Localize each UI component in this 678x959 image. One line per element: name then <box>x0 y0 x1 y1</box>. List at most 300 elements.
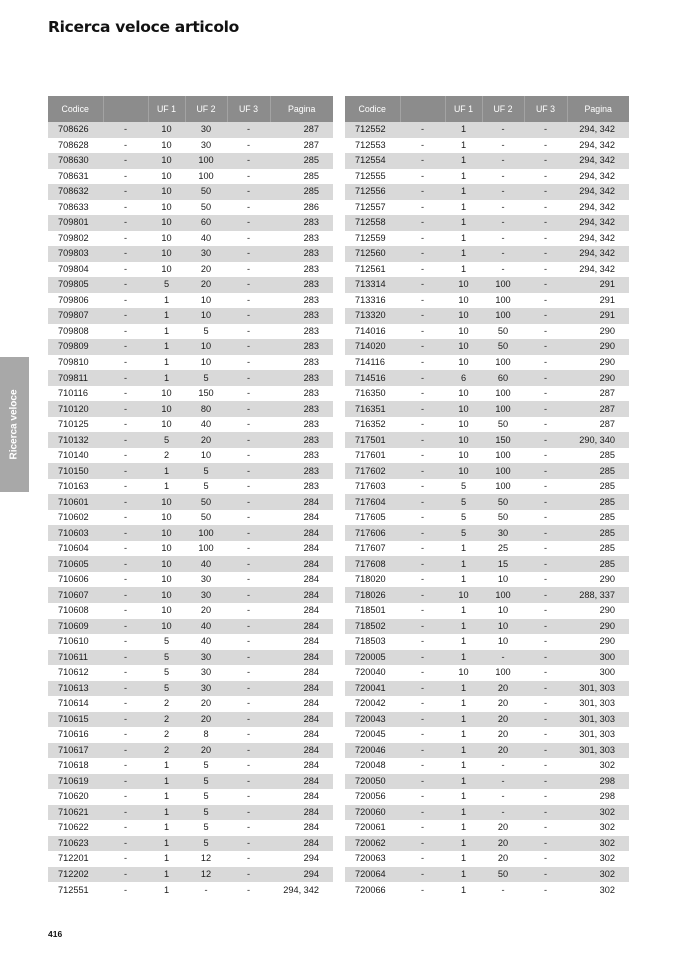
cell-uf3: - <box>227 308 270 324</box>
cell-uf2: - <box>482 153 524 169</box>
cell-uf3: - <box>524 789 567 805</box>
cell-uf3: - <box>524 619 567 635</box>
cell-uf2: 50 <box>482 339 524 355</box>
cell-pagina: 290 <box>567 339 629 355</box>
table-row <box>345 619 629 635</box>
cell-pagina: 301, 303 <box>567 743 629 759</box>
cell-uf3: - <box>524 603 567 619</box>
table-row <box>48 851 333 867</box>
cell-uf3: - <box>524 727 567 743</box>
cell-uf3: - <box>227 324 270 340</box>
cell-pagina: 284 <box>270 587 333 603</box>
cell-uf2: 5 <box>185 758 227 774</box>
cell-codice: 710132 <box>48 432 103 448</box>
cell-uf1: 1 <box>445 789 482 805</box>
cell-uf1: 10 <box>148 169 185 185</box>
cell-uf2: 100 <box>482 293 524 309</box>
cell-codice: 712555 <box>345 169 400 185</box>
cell-uf2: - <box>482 169 524 185</box>
cell-blank: - <box>400 122 445 138</box>
cell-uf3: - <box>227 494 270 510</box>
cell-uf2: 10 <box>185 339 227 355</box>
cell-uf3: - <box>524 867 567 883</box>
cell-blank: - <box>400 820 445 836</box>
cell-uf3: - <box>227 774 270 790</box>
header-pagina: Pagina <box>567 96 629 122</box>
cell-blank: - <box>103 293 148 309</box>
cell-uf1: 1 <box>445 681 482 697</box>
cell-blank: - <box>400 650 445 666</box>
cell-codice: 710613 <box>48 681 103 697</box>
cell-uf1: 2 <box>148 727 185 743</box>
cell-uf3: - <box>227 882 270 898</box>
table-row <box>345 448 629 464</box>
cell-uf3: - <box>524 417 567 433</box>
cell-codice: 714116 <box>345 355 400 371</box>
table-row <box>345 231 629 247</box>
cell-uf3: - <box>227 556 270 572</box>
cell-pagina: 294, 342 <box>567 262 629 278</box>
table-row <box>48 867 333 883</box>
cell-uf2: 40 <box>185 619 227 635</box>
table-row <box>345 851 629 867</box>
cell-uf1: 10 <box>148 262 185 278</box>
table-row <box>48 619 333 635</box>
cell-uf1: 5 <box>148 681 185 697</box>
cell-uf1: 1 <box>445 138 482 154</box>
cell-uf2: 30 <box>185 665 227 681</box>
cell-codice: 710622 <box>48 820 103 836</box>
cell-pagina: 283 <box>270 231 333 247</box>
cell-uf2: 100 <box>482 401 524 417</box>
cell-blank: - <box>103 138 148 154</box>
cell-pagina: 294, 342 <box>567 169 629 185</box>
cell-uf1: 5 <box>445 479 482 495</box>
cell-codice: 710619 <box>48 774 103 790</box>
cell-pagina: 285 <box>567 525 629 541</box>
cell-uf2: 5 <box>185 820 227 836</box>
cell-uf3: - <box>227 789 270 805</box>
cell-blank: - <box>103 774 148 790</box>
cell-uf2: 20 <box>482 727 524 743</box>
cell-uf3: - <box>524 184 567 200</box>
cell-pagina: 290 <box>567 324 629 340</box>
cell-uf1: 1 <box>148 355 185 371</box>
cell-uf1: 1 <box>445 184 482 200</box>
cell-blank: - <box>103 525 148 541</box>
cell-codice: 710140 <box>48 448 103 464</box>
table-row <box>345 262 629 278</box>
cell-uf1: 10 <box>445 587 482 603</box>
cell-blank: - <box>103 541 148 557</box>
cell-uf1: 10 <box>445 293 482 309</box>
cell-uf1: 10 <box>148 184 185 200</box>
cell-uf2: 100 <box>482 308 524 324</box>
cell-codice: 718502 <box>345 619 400 635</box>
cell-uf2: 40 <box>185 556 227 572</box>
cell-codice: 710603 <box>48 525 103 541</box>
cell-blank: - <box>103 479 148 495</box>
cell-uf2: 30 <box>185 138 227 154</box>
cell-blank: - <box>400 696 445 712</box>
cell-blank: - <box>400 681 445 697</box>
cell-uf1: 5 <box>445 510 482 526</box>
cell-uf1: 5 <box>148 432 185 448</box>
cell-uf2: 10 <box>185 293 227 309</box>
cell-pagina: 285 <box>270 153 333 169</box>
table-row <box>345 324 629 340</box>
cell-pagina: 302 <box>567 805 629 821</box>
cell-codice: 713314 <box>345 277 400 293</box>
cell-uf1: 10 <box>445 401 482 417</box>
cell-pagina: 286 <box>270 200 333 216</box>
cell-blank: - <box>103 681 148 697</box>
cell-uf1: 10 <box>445 386 482 402</box>
table-row <box>345 867 629 883</box>
cell-uf1: 1 <box>445 215 482 231</box>
cell-uf3: - <box>524 758 567 774</box>
cell-blank: - <box>400 184 445 200</box>
cell-uf1: 10 <box>148 603 185 619</box>
cell-blank: - <box>103 619 148 635</box>
cell-codice: 710609 <box>48 619 103 635</box>
cell-codice: 717601 <box>345 448 400 464</box>
cell-blank: - <box>400 603 445 619</box>
cell-uf2: 15 <box>482 556 524 572</box>
cell-uf1: 1 <box>148 774 185 790</box>
cell-uf3: - <box>227 262 270 278</box>
cell-uf2: - <box>482 882 524 898</box>
table-row <box>345 184 629 200</box>
cell-pagina: 294, 342 <box>567 200 629 216</box>
cell-uf2: - <box>482 200 524 216</box>
cell-pagina: 291 <box>567 277 629 293</box>
cell-uf1: 1 <box>148 308 185 324</box>
cell-uf2: 30 <box>185 587 227 603</box>
cell-blank: - <box>400 153 445 169</box>
cell-uf2: 20 <box>482 712 524 728</box>
cell-codice: 708631 <box>48 169 103 185</box>
cell-uf1: 1 <box>148 867 185 883</box>
table-row <box>48 758 333 774</box>
cell-codice: 717602 <box>345 463 400 479</box>
table-row <box>345 712 629 728</box>
table-row <box>48 355 333 371</box>
cell-pagina: 301, 303 <box>567 727 629 743</box>
cell-uf2: 100 <box>482 386 524 402</box>
cell-uf1: 5 <box>148 650 185 666</box>
cell-codice: 720048 <box>345 758 400 774</box>
cell-uf3: - <box>524 153 567 169</box>
cell-blank: - <box>103 587 148 603</box>
cell-codice: 709808 <box>48 324 103 340</box>
cell-codice: 720040 <box>345 665 400 681</box>
cell-codice: 710606 <box>48 572 103 588</box>
table-row <box>48 370 333 386</box>
cell-uf3: - <box>227 184 270 200</box>
cell-uf1: 1 <box>148 882 185 898</box>
cell-uf1: 1 <box>445 805 482 821</box>
header-codice: Codice <box>48 96 103 122</box>
cell-codice: 720064 <box>345 867 400 883</box>
cell-uf3: - <box>524 401 567 417</box>
table-row <box>345 370 629 386</box>
cell-pagina: 284 <box>270 619 333 635</box>
cell-codice: 713316 <box>345 293 400 309</box>
cell-codice: 714516 <box>345 370 400 386</box>
cell-uf3: - <box>524 432 567 448</box>
cell-uf3: - <box>227 169 270 185</box>
cell-uf2: 50 <box>185 510 227 526</box>
cell-codice: 712553 <box>345 138 400 154</box>
table-row <box>345 200 629 216</box>
cell-pagina: 285 <box>567 556 629 572</box>
cell-pagina: 294, 342 <box>567 246 629 262</box>
cell-blank: - <box>400 789 445 805</box>
cell-codice: 710611 <box>48 650 103 666</box>
cell-uf1: 1 <box>148 293 185 309</box>
table-row <box>345 743 629 759</box>
cell-uf1: 1 <box>148 479 185 495</box>
cell-codice: 709806 <box>48 293 103 309</box>
cell-pagina: 288, 337 <box>567 587 629 603</box>
cell-pagina: 285 <box>567 494 629 510</box>
cell-uf2: 100 <box>482 277 524 293</box>
cell-uf1: 1 <box>445 200 482 216</box>
cell-pagina: 283 <box>270 355 333 371</box>
cell-codice: 710621 <box>48 805 103 821</box>
cell-uf1: 1 <box>148 324 185 340</box>
cell-uf2: 20 <box>482 681 524 697</box>
table-row <box>48 401 333 417</box>
cell-uf2: 50 <box>185 494 227 510</box>
cell-uf3: - <box>524 479 567 495</box>
cell-uf3: - <box>227 122 270 138</box>
cell-codice: 710605 <box>48 556 103 572</box>
cell-uf2: 20 <box>482 820 524 836</box>
cell-pagina: 294, 342 <box>567 153 629 169</box>
cell-uf3: - <box>524 339 567 355</box>
table-row <box>345 634 629 650</box>
cell-uf1: 2 <box>148 696 185 712</box>
cell-uf3: - <box>227 401 270 417</box>
cell-uf1: 1 <box>445 650 482 666</box>
cell-pagina: 284 <box>270 603 333 619</box>
cell-uf3: - <box>524 215 567 231</box>
cell-uf1: 1 <box>445 634 482 650</box>
cell-codice: 709807 <box>48 308 103 324</box>
cell-uf1: 10 <box>148 510 185 526</box>
cell-uf2: 20 <box>482 743 524 759</box>
table-row <box>345 479 629 495</box>
cell-codice: 710601 <box>48 494 103 510</box>
cell-uf3: - <box>227 619 270 635</box>
cell-pagina: 284 <box>270 727 333 743</box>
cell-uf2: - <box>482 246 524 262</box>
table-row <box>48 587 333 603</box>
cell-codice: 720043 <box>345 712 400 728</box>
cell-uf2: - <box>482 774 524 790</box>
table-row <box>48 603 333 619</box>
cell-blank: - <box>103 805 148 821</box>
cell-uf1: 10 <box>148 200 185 216</box>
cell-pagina: 290 <box>567 355 629 371</box>
cell-uf2: - <box>482 262 524 278</box>
cell-uf1: 1 <box>148 805 185 821</box>
cell-uf3: - <box>227 541 270 557</box>
cell-codice: 710125 <box>48 417 103 433</box>
header-uf1: UF 1 <box>148 96 185 122</box>
cell-uf3: - <box>227 867 270 883</box>
cell-uf2: 40 <box>185 634 227 650</box>
table-row <box>345 153 629 169</box>
table-row <box>345 355 629 371</box>
cell-uf3: - <box>524 448 567 464</box>
cell-uf2: 10 <box>482 603 524 619</box>
cell-blank: - <box>400 758 445 774</box>
header-codice: Codice <box>345 96 400 122</box>
cell-blank: - <box>400 417 445 433</box>
table-row <box>48 712 333 728</box>
cell-blank: - <box>400 246 445 262</box>
cell-uf1: 5 <box>148 665 185 681</box>
cell-uf3: - <box>524 355 567 371</box>
side-tab <box>0 357 29 492</box>
cell-pagina: 290, 340 <box>567 432 629 448</box>
cell-pagina: 283 <box>270 215 333 231</box>
cell-blank: - <box>400 665 445 681</box>
cell-uf2: 5 <box>185 774 227 790</box>
cell-blank: - <box>103 634 148 650</box>
cell-blank: - <box>103 448 148 464</box>
cell-codice: 710608 <box>48 603 103 619</box>
cell-uf1: 1 <box>445 122 482 138</box>
cell-pagina: 284 <box>270 494 333 510</box>
cell-blank: - <box>400 231 445 247</box>
cell-uf2: 100 <box>482 448 524 464</box>
cell-uf3: - <box>524 696 567 712</box>
cell-blank: - <box>103 432 148 448</box>
cell-blank: - <box>103 836 148 852</box>
cell-blank: - <box>103 122 148 138</box>
cell-uf2: 50 <box>482 494 524 510</box>
cell-pagina: 287 <box>567 417 629 433</box>
cell-uf3: - <box>227 293 270 309</box>
cell-blank: - <box>400 805 445 821</box>
cell-uf2: 20 <box>185 712 227 728</box>
table-row <box>345 246 629 262</box>
cell-blank: - <box>103 556 148 572</box>
cell-uf2: - <box>482 231 524 247</box>
article-table-right <box>345 96 629 898</box>
cell-pagina: 284 <box>270 556 333 572</box>
cell-uf3: - <box>524 525 567 541</box>
table-row <box>345 789 629 805</box>
cell-uf1: 1 <box>445 556 482 572</box>
cell-uf2: 12 <box>185 851 227 867</box>
cell-codice: 709810 <box>48 355 103 371</box>
table-row <box>345 138 629 154</box>
cell-pagina: 284 <box>270 805 333 821</box>
cell-blank: - <box>400 510 445 526</box>
cell-codice: 709811 <box>48 370 103 386</box>
cell-uf2: 100 <box>482 587 524 603</box>
cell-blank: - <box>400 541 445 557</box>
table-row <box>48 681 333 697</box>
cell-uf2: 8 <box>185 727 227 743</box>
table-row <box>345 603 629 619</box>
cell-pagina: 284 <box>270 681 333 697</box>
table-row <box>345 401 629 417</box>
table-row <box>48 774 333 790</box>
cell-codice: 712556 <box>345 184 400 200</box>
table-row <box>345 805 629 821</box>
cell-uf2: 30 <box>482 525 524 541</box>
cell-uf3: - <box>227 370 270 386</box>
table-row <box>48 215 333 231</box>
table-row <box>48 665 333 681</box>
cell-uf2: 25 <box>482 541 524 557</box>
cell-uf3: - <box>524 510 567 526</box>
cell-codice: 714016 <box>345 324 400 340</box>
cell-blank: - <box>103 510 148 526</box>
cell-pagina: 294 <box>270 867 333 883</box>
cell-blank: - <box>400 743 445 759</box>
cell-uf1: 10 <box>148 619 185 635</box>
cell-uf3: - <box>227 479 270 495</box>
cell-uf1: 10 <box>148 122 185 138</box>
cell-uf1: 10 <box>445 355 482 371</box>
cell-pagina: 291 <box>567 293 629 309</box>
cell-uf1: 10 <box>445 665 482 681</box>
table-row <box>48 138 333 154</box>
cell-uf2: 10 <box>482 634 524 650</box>
cell-pagina: 283 <box>270 246 333 262</box>
cell-uf1: 10 <box>148 386 185 402</box>
cell-uf2: 100 <box>482 479 524 495</box>
header-pagina: Pagina <box>270 96 333 122</box>
table-row <box>345 727 629 743</box>
cell-uf3: - <box>227 836 270 852</box>
table-row <box>48 432 333 448</box>
cell-uf2: 50 <box>482 867 524 883</box>
cell-codice: 712559 <box>345 231 400 247</box>
cell-uf2: 20 <box>185 696 227 712</box>
cell-codice: 710610 <box>48 634 103 650</box>
cell-uf2: 30 <box>185 650 227 666</box>
cell-pagina: 287 <box>567 401 629 417</box>
cell-uf3: - <box>227 339 270 355</box>
cell-pagina: 285 <box>567 463 629 479</box>
cell-uf1: 1 <box>445 820 482 836</box>
cell-uf1: 2 <box>148 712 185 728</box>
table-row <box>48 805 333 821</box>
cell-codice: 708632 <box>48 184 103 200</box>
cell-uf2: 40 <box>185 231 227 247</box>
cell-uf3: - <box>524 494 567 510</box>
cell-uf2: - <box>482 789 524 805</box>
cell-uf3: - <box>524 200 567 216</box>
cell-uf1: 10 <box>148 417 185 433</box>
cell-pagina: 283 <box>270 262 333 278</box>
cell-pagina: 284 <box>270 758 333 774</box>
cell-uf3: - <box>524 293 567 309</box>
cell-uf1: 1 <box>148 758 185 774</box>
cell-uf3: - <box>524 262 567 278</box>
cell-pagina: 294, 342 <box>567 215 629 231</box>
table-row <box>48 650 333 666</box>
cell-uf3: - <box>524 246 567 262</box>
